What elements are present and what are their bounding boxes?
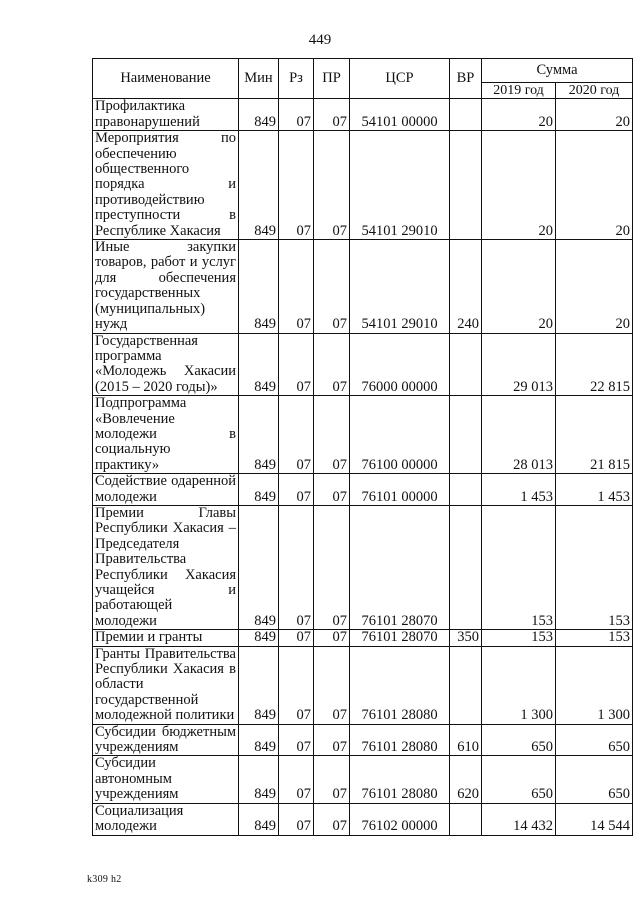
row-sum-2019: 28 013	[482, 396, 556, 474]
row-rz: 07	[279, 474, 314, 506]
row-min: 849	[239, 630, 279, 646]
table-row	[93, 803, 633, 835]
row-vr	[450, 505, 482, 629]
row-rz: 07	[279, 630, 314, 646]
row-name: Гранты Правительства Республики Хакасия в области государственной молодежной политики	[93, 646, 239, 724]
budget-table	[92, 58, 633, 836]
row-name: Иные закупки товаров, работ и услуг для обеспечения государственных (муниципальных) нужд	[93, 240, 239, 333]
row-csr: 54101 29010	[350, 131, 450, 240]
row-csr: 76102 00000	[350, 803, 450, 835]
row-pr: 07	[314, 131, 350, 240]
row-sum-2020: 1 453	[556, 474, 633, 506]
row-sum-2019: 153	[482, 505, 556, 629]
row-rz: 07	[279, 333, 314, 396]
row-csr: 76101 28070	[350, 630, 450, 646]
row-min: 849	[239, 474, 279, 506]
row-name: Мероприятия по обеспечению общественного порядка и противодействию преступности в Республике Хакасия	[93, 131, 239, 240]
row-pr: 07	[314, 646, 350, 724]
row-pr: 07	[314, 99, 350, 131]
header-year-2019: 2019 год	[482, 83, 556, 99]
row-sum-2019: 650	[482, 724, 556, 756]
row-csr: 76101 28070	[350, 505, 450, 629]
page-number: 449	[308, 32, 332, 48]
table-row	[93, 756, 633, 803]
row-name: Подпрограмма «Вовлечение молодежи в социальную практику»	[93, 396, 239, 474]
row-sum-2020: 20	[556, 240, 633, 333]
table-row	[93, 724, 633, 756]
header-pr: ПР	[314, 59, 350, 99]
header-vr: ВР	[450, 59, 482, 99]
row-pr: 07	[314, 724, 350, 756]
row-sum-2020: 153	[556, 505, 633, 629]
row-vr	[450, 803, 482, 835]
row-rz: 07	[279, 240, 314, 333]
row-csr: 76000 00000	[350, 333, 450, 396]
row-vr	[450, 646, 482, 724]
row-rz: 07	[279, 505, 314, 629]
row-name: Субсидии бюджетным учреждениям	[93, 724, 239, 756]
row-rz: 07	[279, 724, 314, 756]
row-sum-2019: 14 432	[482, 803, 556, 835]
row-name: Государственная программа «Молодежь Хакасии (2015 – 2020 годы)»	[93, 333, 239, 396]
row-sum-2020: 14 544	[556, 803, 633, 835]
row-rz: 07	[279, 646, 314, 724]
row-min: 849	[239, 131, 279, 240]
table-body	[93, 99, 633, 835]
row-csr: 76101 00000	[350, 474, 450, 506]
row-pr: 07	[314, 396, 350, 474]
row-pr: 07	[314, 333, 350, 396]
row-csr: 54101 29010	[350, 240, 450, 333]
header-sum: Сумма	[482, 59, 633, 83]
row-vr: 350	[450, 630, 482, 646]
row-pr: 07	[314, 474, 350, 506]
table-row	[93, 131, 633, 240]
row-min: 849	[239, 333, 279, 396]
row-sum-2019: 29 013	[482, 333, 556, 396]
row-vr: 620	[450, 756, 482, 803]
header-rz: Рз	[279, 59, 314, 99]
row-pr: 07	[314, 630, 350, 646]
row-min: 849	[239, 240, 279, 333]
row-rz: 07	[279, 803, 314, 835]
table-row	[93, 333, 633, 396]
row-sum-2019: 1 300	[482, 646, 556, 724]
row-sum-2019: 20	[482, 99, 556, 131]
table-row	[93, 240, 633, 333]
row-sum-2019: 650	[482, 756, 556, 803]
row-name: Содействие одаренной молодежи	[93, 474, 239, 506]
row-vr: 610	[450, 724, 482, 756]
row-pr: 07	[314, 505, 350, 629]
row-sum-2020: 22 815	[556, 333, 633, 396]
row-vr: 240	[450, 240, 482, 333]
row-pr: 07	[314, 756, 350, 803]
row-min: 849	[239, 396, 279, 474]
row-vr	[450, 333, 482, 396]
row-csr: 76100 00000	[350, 396, 450, 474]
row-sum-2020: 650	[556, 756, 633, 803]
row-name: Премии Главы Республики Хакасия – Председателя Правительства Республики Хакасия учащейся и работающей молодежи	[93, 505, 239, 629]
row-sum-2020: 650	[556, 724, 633, 756]
row-min: 849	[239, 724, 279, 756]
row-sum-2020: 1 300	[556, 646, 633, 724]
row-sum-2019: 20	[482, 131, 556, 240]
table-row	[93, 646, 633, 724]
row-rz: 07	[279, 99, 314, 131]
table-row	[93, 474, 633, 506]
row-vr	[450, 474, 482, 506]
row-rz: 07	[279, 396, 314, 474]
row-min: 849	[239, 646, 279, 724]
row-name: Премии и гранты	[93, 630, 239, 646]
row-csr: 54101 00000	[350, 99, 450, 131]
row-sum-2019: 153	[482, 630, 556, 646]
row-min: 849	[239, 99, 279, 131]
header-year-2020: 2020 год	[556, 83, 633, 99]
table-row	[93, 505, 633, 629]
row-sum-2020: 153	[556, 630, 633, 646]
row-sum-2020: 21 815	[556, 396, 633, 474]
row-rz: 07	[279, 756, 314, 803]
row-rz: 07	[279, 131, 314, 240]
row-csr: 76101 28080	[350, 756, 450, 803]
row-name: Социализация молодежи	[93, 803, 239, 835]
table-row	[93, 630, 633, 646]
row-name: Субсидии автономным учреждениям	[93, 756, 239, 803]
table-row	[93, 396, 633, 474]
header-name: Наименование	[93, 59, 239, 99]
row-sum-2019: 1 453	[482, 474, 556, 506]
row-csr: 76101 28080	[350, 646, 450, 724]
row-name: Профилактика правонарушений	[93, 99, 239, 131]
row-vr	[450, 131, 482, 240]
row-csr: 76101 28080	[350, 724, 450, 756]
row-sum-2020: 20	[556, 99, 633, 131]
row-vr	[450, 396, 482, 474]
row-sum-2020: 20	[556, 131, 633, 240]
row-pr: 07	[314, 240, 350, 333]
header-csr: ЦСР	[350, 59, 450, 99]
row-sum-2019: 20	[482, 240, 556, 333]
header-min: Мин	[239, 59, 279, 99]
table-row	[93, 99, 633, 131]
row-min: 849	[239, 505, 279, 629]
row-vr	[450, 99, 482, 131]
row-min: 849	[239, 803, 279, 835]
footer-code: k309 h2	[87, 874, 122, 885]
row-pr: 07	[314, 803, 350, 835]
row-min: 849	[239, 756, 279, 803]
